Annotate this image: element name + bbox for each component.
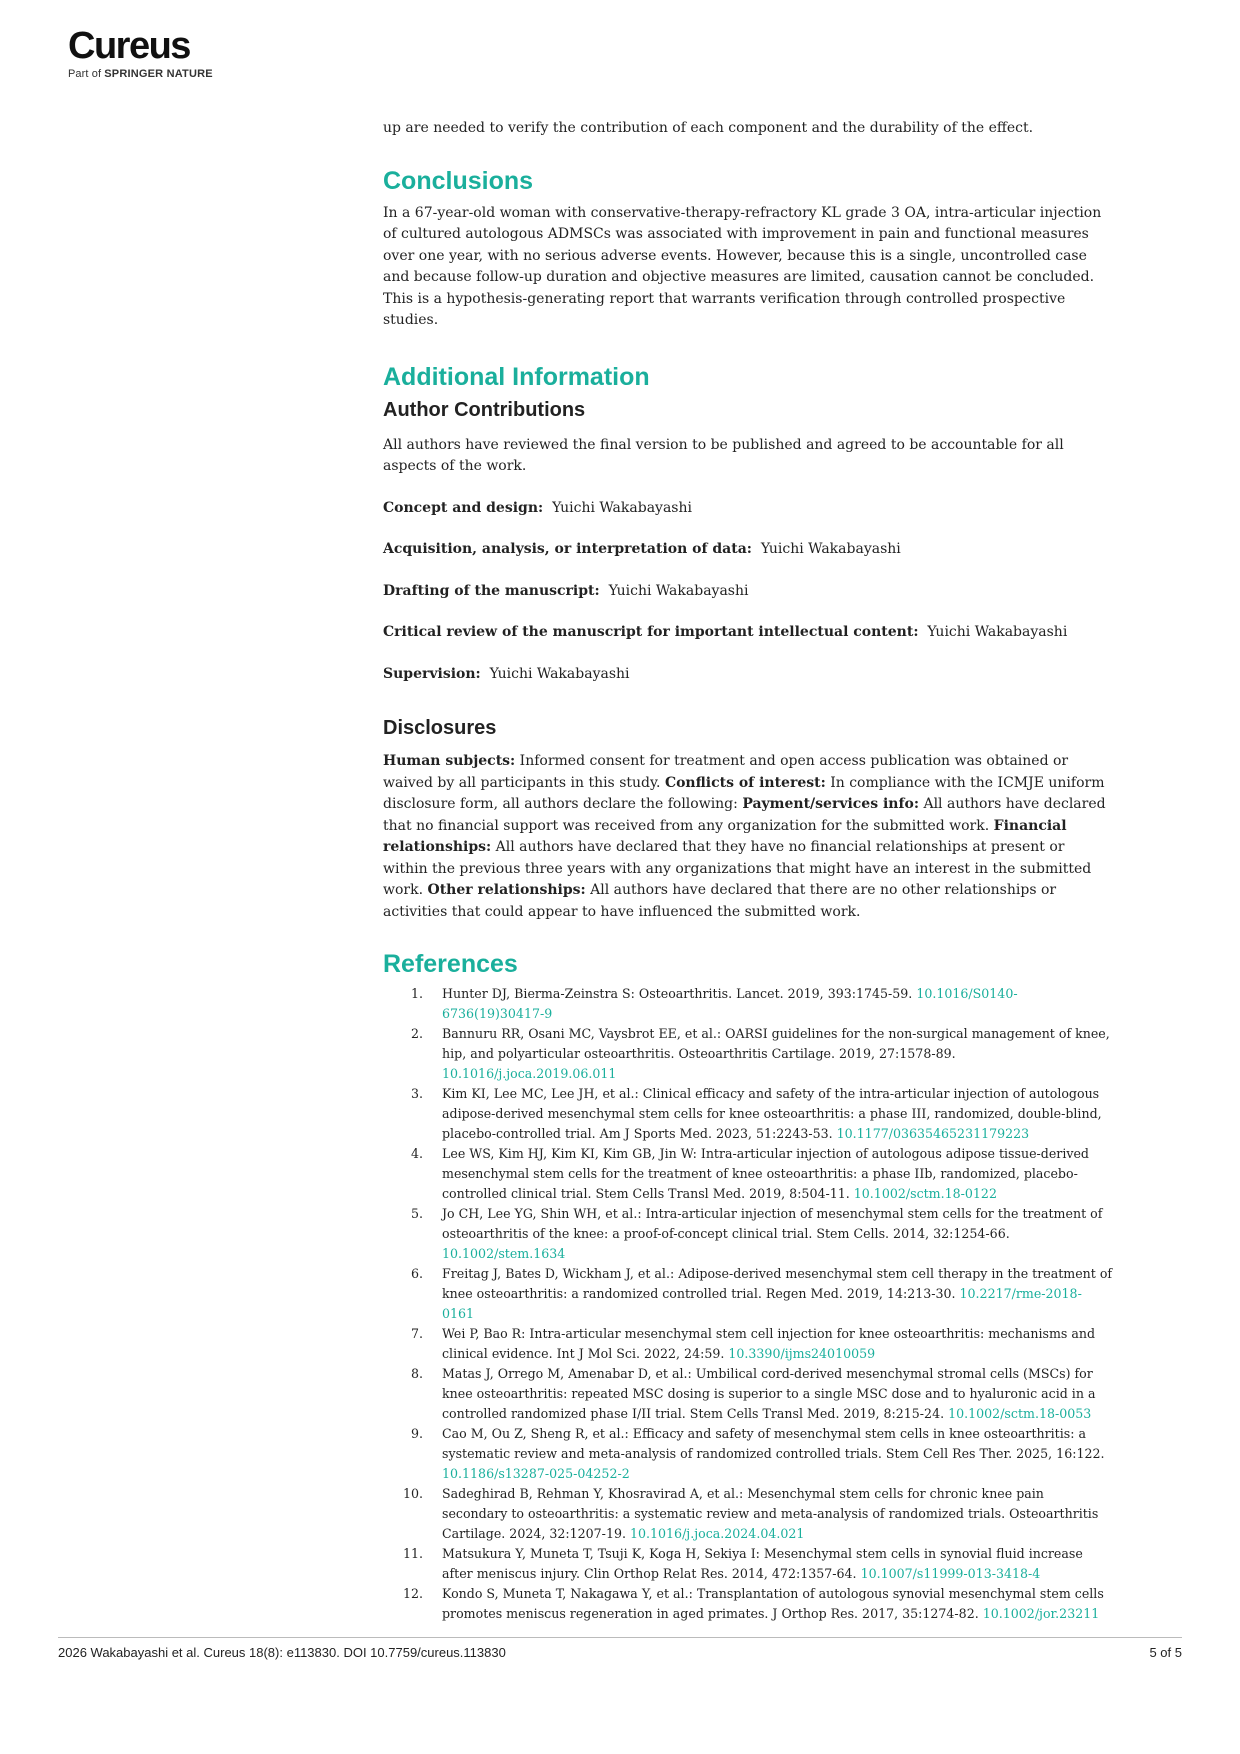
contribution-label: Critical review of the manuscript for important intellectual content: xyxy=(383,624,919,640)
reference-number: 4. xyxy=(410,1146,423,1161)
reference-number: 12. xyxy=(402,1586,423,1601)
reference-number: 7. xyxy=(410,1326,423,1341)
references-list xyxy=(383,984,1113,1624)
reference-text: Matsukura Y, Muneta T, Tsuji K, Koga H, Sekiya I: Mesenchymal stem cells in synovial fluid increase after meniscus injury. Clin Orthop Relat Res. 2014, 472:1357-64. xyxy=(442,1546,1083,1581)
logo-wordmark: Cureus xyxy=(68,25,190,67)
reference-item xyxy=(383,1484,1113,1544)
disclosure-label: Payment/services info: xyxy=(742,796,919,812)
reference-doi-link[interactable]: 10.1002/jor.23211 xyxy=(982,1606,1100,1621)
reference-number: 1. xyxy=(410,986,423,1001)
reference-item xyxy=(383,1364,1113,1424)
reference-item xyxy=(383,1084,1113,1144)
disclosure-label: Financial relationships: xyxy=(383,817,1067,855)
reference-doi-link[interactable]: 10.1002/stem.1634 xyxy=(442,1246,566,1261)
conclusions-heading: Conclusions xyxy=(383,166,534,195)
reference-doi-link[interactable]: 10.1002/sctm.18-0053 xyxy=(948,1406,1092,1421)
contribution-item xyxy=(383,664,1113,686)
disclosure-label: Human subjects: xyxy=(383,753,516,769)
reference-text: Kim KI, Lee MC, Lee JH, et al.: Clinical efficacy and safety of the intra-articular injection of autologous adipose-derived mesenchymal stem cells for knee osteoarthritis: a phase III, randomized, double-blind, placebo-controlled trial. Am J Sports Med. 2023, 51:2243-53. xyxy=(442,1086,1102,1141)
reference-number: 5. xyxy=(410,1206,423,1221)
reference-text: Wei P, Bao R: Intra-articular mesenchymal stem cell injection for knee osteoarthritis: mechanisms and clinical evidence. Int J Mol Sci. 2022, 24:59. xyxy=(442,1326,1096,1361)
logo-sub-prefix: Part of xyxy=(68,68,102,80)
disclosure-label: Conflicts of interest: xyxy=(664,774,826,791)
reference-text: Sadeghirad B, Rehman Y, Khosravirad A, et al.: Mesenchymal stem cells for chronic knee pain secondary to osteoarthritis: a systematic review and meta-analysis of randomized trials. Osteoarthritis Cartilage. 2024, 32:1207-19. xyxy=(442,1486,1099,1541)
reference-item xyxy=(383,1544,1113,1584)
reference-doi-link[interactable]: 10.1016/S0140-6736(19)30417-9 xyxy=(442,986,1018,1021)
reference-doi-link[interactable]: 10.2217/rme-2018-0161 xyxy=(442,1286,1082,1321)
reference-text: Matas J, Orrego M, Amenabar D, et al.: Umbilical cord-derived mesenchymal stromal cells (MSCs) for knee osteoarthritis: repeated MSC dosing is superior to a single MSC dose and to hyaluronic acid in a controlled randomized phase I/II trial. Stem Cells Transl Med. 2019, 8:215-24. xyxy=(442,1366,1096,1421)
footer-citation: 2026 Wakabayashi et al. Cureus 18(8): e113830. DOI 10.7759/cureus.113830 xyxy=(58,1645,506,1660)
contribution-value: Yuichi Wakabayashi xyxy=(927,624,1068,640)
contribution-label: Drafting of the manuscript: xyxy=(383,582,600,599)
disclosure-label: Other relationships: xyxy=(427,882,586,898)
reference-text: Freitag J, Bates D, Wickham J, et al.: Adipose-derived mesenchymal stem cell therapy in the treatment of knee osteoarthritis: a randomized controlled trial. Regen Med. 2019, 14:213-30. xyxy=(442,1266,1113,1301)
reference-item xyxy=(383,1584,1113,1624)
disclosures-paragraph xyxy=(383,751,1113,923)
reference-text: Cao M, Ou Z, Sheng R, et al.: Efficacy and safety of mesenchymal stem cells in knee osteoarthritis: a systematic review and meta-analysis of randomized controlled trials. Stem Cell Res Ther. 2025, 16:122. xyxy=(442,1426,1105,1461)
logo-sub-brand: SPRINGER NATURE xyxy=(104,68,213,80)
references-heading: References xyxy=(383,950,518,978)
contribution-item xyxy=(383,581,1113,603)
disclosure-text: All authors have declared that no financial support was received from any organization for the submitted work. xyxy=(383,796,1106,834)
logo-subline xyxy=(68,68,218,80)
reference-number: 8. xyxy=(410,1366,423,1381)
disclosure-text: In compliance with the ICMJE uniform disclosure form, all authors declare the following: xyxy=(383,774,1105,812)
reference-item xyxy=(383,1204,1113,1264)
reference-doi-link[interactable]: 10.1007/s11999-013-3418-4 xyxy=(860,1566,1041,1581)
reference-text: Lee WS, Kim HJ, Kim KI, Kim GB, Jin W: Intra-articular injection of autologous adipose tissue-derived mesenchymal stem cells for the treatment of knee osteoarthritis: a phase IIb, randomized, placebo-controlled clinical trial. Stem Cells Transl Med. 2019, 8:504-11. xyxy=(442,1146,1089,1201)
reference-text: Kondo S, Muneta T, Nakagawa Y, et al.: Transplantation of autologous synovial mesenchymal stem cells promotes meniscus regeneration in aged primates. J Orthop Res. 2017, 35:1274-82. xyxy=(442,1586,1104,1621)
contribution-label: Acquisition, analysis, or interpretation of data: xyxy=(383,541,752,557)
contribution-item xyxy=(383,622,1113,644)
author-contributions-list xyxy=(383,498,1113,686)
article-body xyxy=(383,118,1113,1624)
author-contributions-heading: Author Contributions xyxy=(383,398,586,421)
reference-number: 2. xyxy=(410,1026,423,1041)
contribution-label: Concept and design: xyxy=(383,499,544,516)
reference-item xyxy=(383,984,1113,1024)
disclosure-text: Informed consent for treatment and open access publication was obtained or waived by all participants in this study. xyxy=(383,753,1069,791)
reference-text: Hunter DJ, Bierma-Zeinstra S: Osteoarthritis. Lancet. 2019, 393:1745-59. xyxy=(442,986,913,1001)
reference-item xyxy=(383,1264,1113,1324)
contribution-item xyxy=(383,498,1113,520)
contribution-value: Yuichi Wakabayashi xyxy=(608,582,749,599)
disclosures-heading: Disclosures xyxy=(383,717,497,739)
discussion-tail-paragraph: up are needed to verify the contribution of each component and the durability of the effect. xyxy=(383,120,1034,136)
reference-number: 3. xyxy=(410,1086,423,1101)
disclosure-text: All authors have declared that there are no other relationships or activities that could appear to have influenced the submitted work. xyxy=(383,882,1057,920)
reference-item xyxy=(383,1144,1113,1204)
reference-doi-link[interactable]: 10.3390/ijms24010059 xyxy=(728,1346,876,1361)
reference-number: 6. xyxy=(410,1266,423,1281)
reference-doi-link[interactable]: 10.1186/s13287-025-04252-2 xyxy=(442,1466,630,1481)
reference-item xyxy=(383,1424,1113,1484)
reference-doi-link[interactable]: 10.1002/sctm.18-0122 xyxy=(853,1186,997,1201)
reference-doi-link[interactable]: 10.1177/03635465231179223 xyxy=(836,1126,1030,1141)
contribution-item xyxy=(383,539,1113,561)
cureus-logo xyxy=(68,26,218,80)
reference-text: Jo CH, Lee YG, Shin WH, et al.: Intra-articular injection of mesenchymal stem cells for the treatment of osteoarthritis of the knee: a proof-of-concept clinical trial. Stem Cells. 2014, 32:1254-66. xyxy=(442,1206,1103,1241)
footer-divider xyxy=(58,1637,1182,1638)
conclusions-paragraph: In a 67-year-old woman with conservative-therapy-refractory KL grade 3 OA, intra-articular injection of cultured autologous ADMSCs was associated with improvement in pain and functional measures over one year, with no serious adverse events. However, because this is a single, uncontrolled case and because follow-up duration and objective measures are limited, causation cannot be concluded. This is a hypothesis-generating report that warrants verification through controlled prospective studies. xyxy=(383,204,1102,328)
contribution-value: Yuichi Wakabayashi xyxy=(552,499,692,516)
contribution-value: Yuichi Wakabayashi xyxy=(489,665,630,682)
footer-page-number: 5 of 5 xyxy=(1149,1645,1182,1660)
contribution-value: Yuichi Wakabayashi xyxy=(760,541,901,557)
reference-number: 9. xyxy=(410,1426,423,1441)
reference-number: 10. xyxy=(402,1486,423,1501)
reference-number: 11. xyxy=(402,1546,423,1561)
reference-doi-link[interactable]: 10.1016/j.joca.2019.06.011 xyxy=(442,1066,617,1081)
reference-text: Bannuru RR, Osani MC, Vaysbrot EE, et al.: OARSI guidelines for the non-surgical management of knee, hip, and polyarticular osteoarthritis. Osteoarthritis Cartilage. 2019, 27:1578-89. xyxy=(442,1026,1110,1061)
reference-item xyxy=(383,1324,1113,1364)
reference-item xyxy=(383,1024,1113,1084)
author-contributions-intro: All authors have reviewed the final version to be published and agreed to be accountable for all aspects of the work. xyxy=(383,436,1064,474)
reference-doi-link[interactable]: 10.1016/j.joca.2024.04.021 xyxy=(629,1526,805,1541)
additional-information-heading: Additional Information xyxy=(383,362,650,391)
disclosure-text: All authors have declared that they have no financial relationships at present or within the previous three years with any organizations that might have an interest in the submitted work. xyxy=(383,839,1092,898)
contribution-label: Supervision: xyxy=(383,665,481,682)
